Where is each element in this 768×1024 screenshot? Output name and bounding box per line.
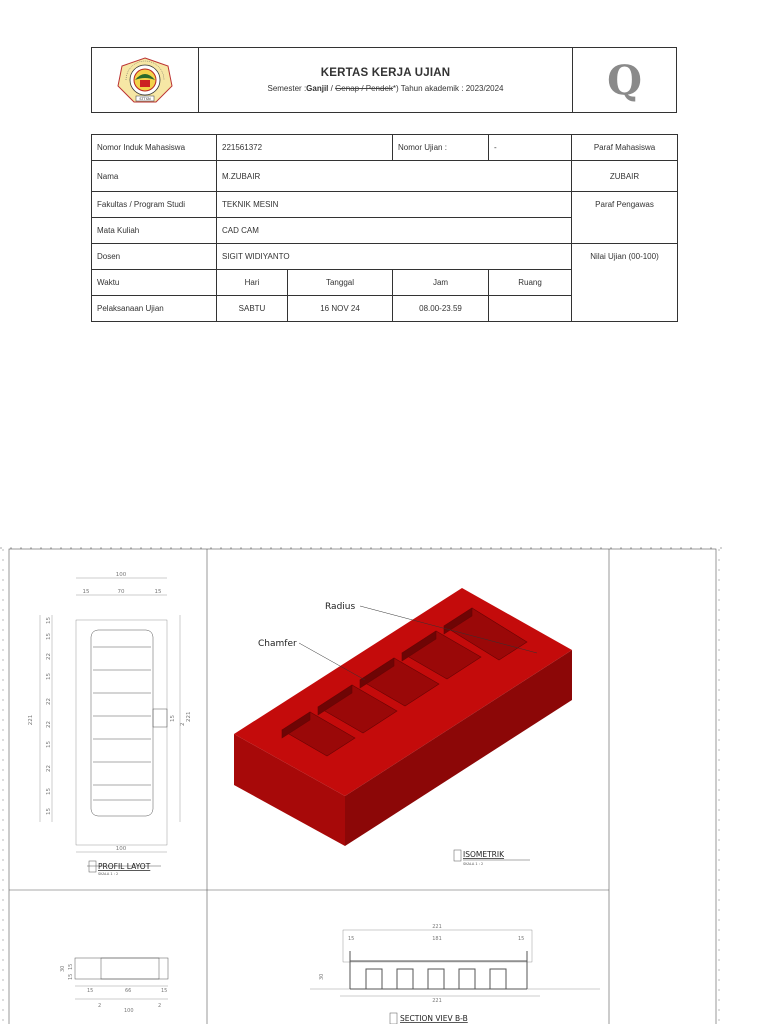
svg-text:22: 22 [46,721,52,728]
svg-text:2: 2 [180,722,186,726]
svg-text:15: 15 [518,936,525,942]
svg-text:ISOMETRIK: ISOMETRIK [463,850,505,859]
svg-text:22: 22 [46,698,52,705]
pelaksanaan-label: Pelaksanaan Ujian [92,296,217,322]
nomor-ujian-label: Nomor Ujian : [393,135,489,161]
svg-text:221: 221 [432,998,442,1004]
svg-text:15: 15 [87,988,94,994]
svg-text:15: 15 [68,963,74,970]
q-mark: Q [607,56,642,104]
nim-value: 221561372 [217,135,393,161]
side-view-dimensions [60,964,167,1014]
svg-text:15: 15 [46,673,52,680]
nama-value: M.ZUBAIR [217,161,572,192]
hari-label: Hari [217,270,288,296]
fakultas-label: Fakultas / Program Studi [92,192,217,218]
svg-text:30: 30 [60,965,66,972]
svg-text:15: 15 [46,808,52,815]
nim-label: Nomor Induk Mahasiswa [92,135,217,161]
svg-text:15: 15 [82,589,90,595]
paraf-pengawas-label: Paraf Pengawas [572,192,678,244]
student-info-table [91,134,678,322]
svg-text:66: 66 [125,988,132,994]
svg-text:15: 15 [46,788,52,795]
svg-text:15: 15 [348,936,355,942]
semester-line: Semester :Ganjil / Genap / Pendek*) Tahun akademik : 2023/2024 [267,84,504,93]
institution-logo-cell [92,48,199,112]
svg-text:221: 221 [186,711,192,722]
jam-value: 08.00-23.59 [393,296,489,322]
svg-text:100: 100 [115,846,127,852]
chamfer-label: Chamfer [258,639,297,649]
tanggal-label: Tanggal [288,270,393,296]
svg-text:2: 2 [98,1003,102,1009]
ruang-label: Ruang [489,270,572,296]
svg-text:15: 15 [161,988,168,994]
svg-text:22: 22 [46,653,52,660]
hari-value: SABTU [217,296,288,322]
svg-text:100: 100 [115,572,127,578]
svg-text:15: 15 [46,741,52,748]
semester-genap-pendek: Genap / Pendek [335,84,393,93]
svg-text:SKALA 1 : 2: SKALA 1 : 2 [463,862,484,866]
svg-text:100: 100 [124,1008,134,1014]
svg-text:15: 15 [68,973,74,980]
profil-title-block [89,861,151,876]
svg-text:30: 30 [319,973,325,980]
exam-header [91,47,677,113]
svg-text:221: 221 [28,714,34,726]
radius-label: Radius [325,602,356,612]
page-title: KERTAS KERJA UJIAN [320,67,451,79]
profil-layout-view [40,578,180,866]
section-view [310,930,600,1024]
tanggal-value: 16 NOV 24 [288,296,393,322]
profil-dimensions [28,572,192,852]
isometric-view [234,588,572,846]
svg-text:15: 15 [46,633,52,640]
svg-text:70: 70 [117,589,125,595]
svg-text:STTSN: STTSN [139,97,151,101]
section-title-block [390,1013,468,1024]
svg-text:221: 221 [432,924,442,930]
semester-ganjil: Ganjil [306,84,329,93]
svg-text:2: 2 [158,1003,162,1009]
waktu-label: Waktu [92,270,217,296]
svg-text:15: 15 [46,617,52,624]
svg-text:15: 15 [154,589,162,595]
svg-text:15: 15 [170,715,176,722]
nomor-ujian-value: - [489,135,572,161]
fakultas-value: TEKNIK MESIN [217,192,572,218]
paraf-mahasiswa-label: Paraf Mahasiswa [572,135,678,161]
mata-kuliah-value: CAD CAM [217,218,572,244]
svg-text:SKALA 1 : 2: SKALA 1 : 2 [98,872,119,876]
technical-drawing [0,540,768,1024]
ruang-value [489,296,572,322]
svg-text:181: 181 [432,936,442,942]
svg-text:22: 22 [46,765,52,772]
nama-label: Nama [92,161,217,192]
nilai-ujian-label: Nilai Ujian (00-100) [572,244,678,322]
mata-kuliah-label: Mata Kuliah [92,218,217,244]
institution-logo-icon [116,56,174,104]
jam-label: Jam [393,270,489,296]
paraf-mahasiswa-value: ZUBAIR [572,161,678,192]
dosen-value: SIGIT WIDIYANTO [217,244,572,270]
svg-text:SECTION VIEV B-B: SECTION VIEV B-B [400,1014,468,1023]
svg-text:PROFIL LAYOT: PROFIL LAYOT [98,862,151,871]
isometric-title-block [454,850,530,866]
header-title-cell [199,48,573,112]
dosen-label: Dosen [92,244,217,270]
